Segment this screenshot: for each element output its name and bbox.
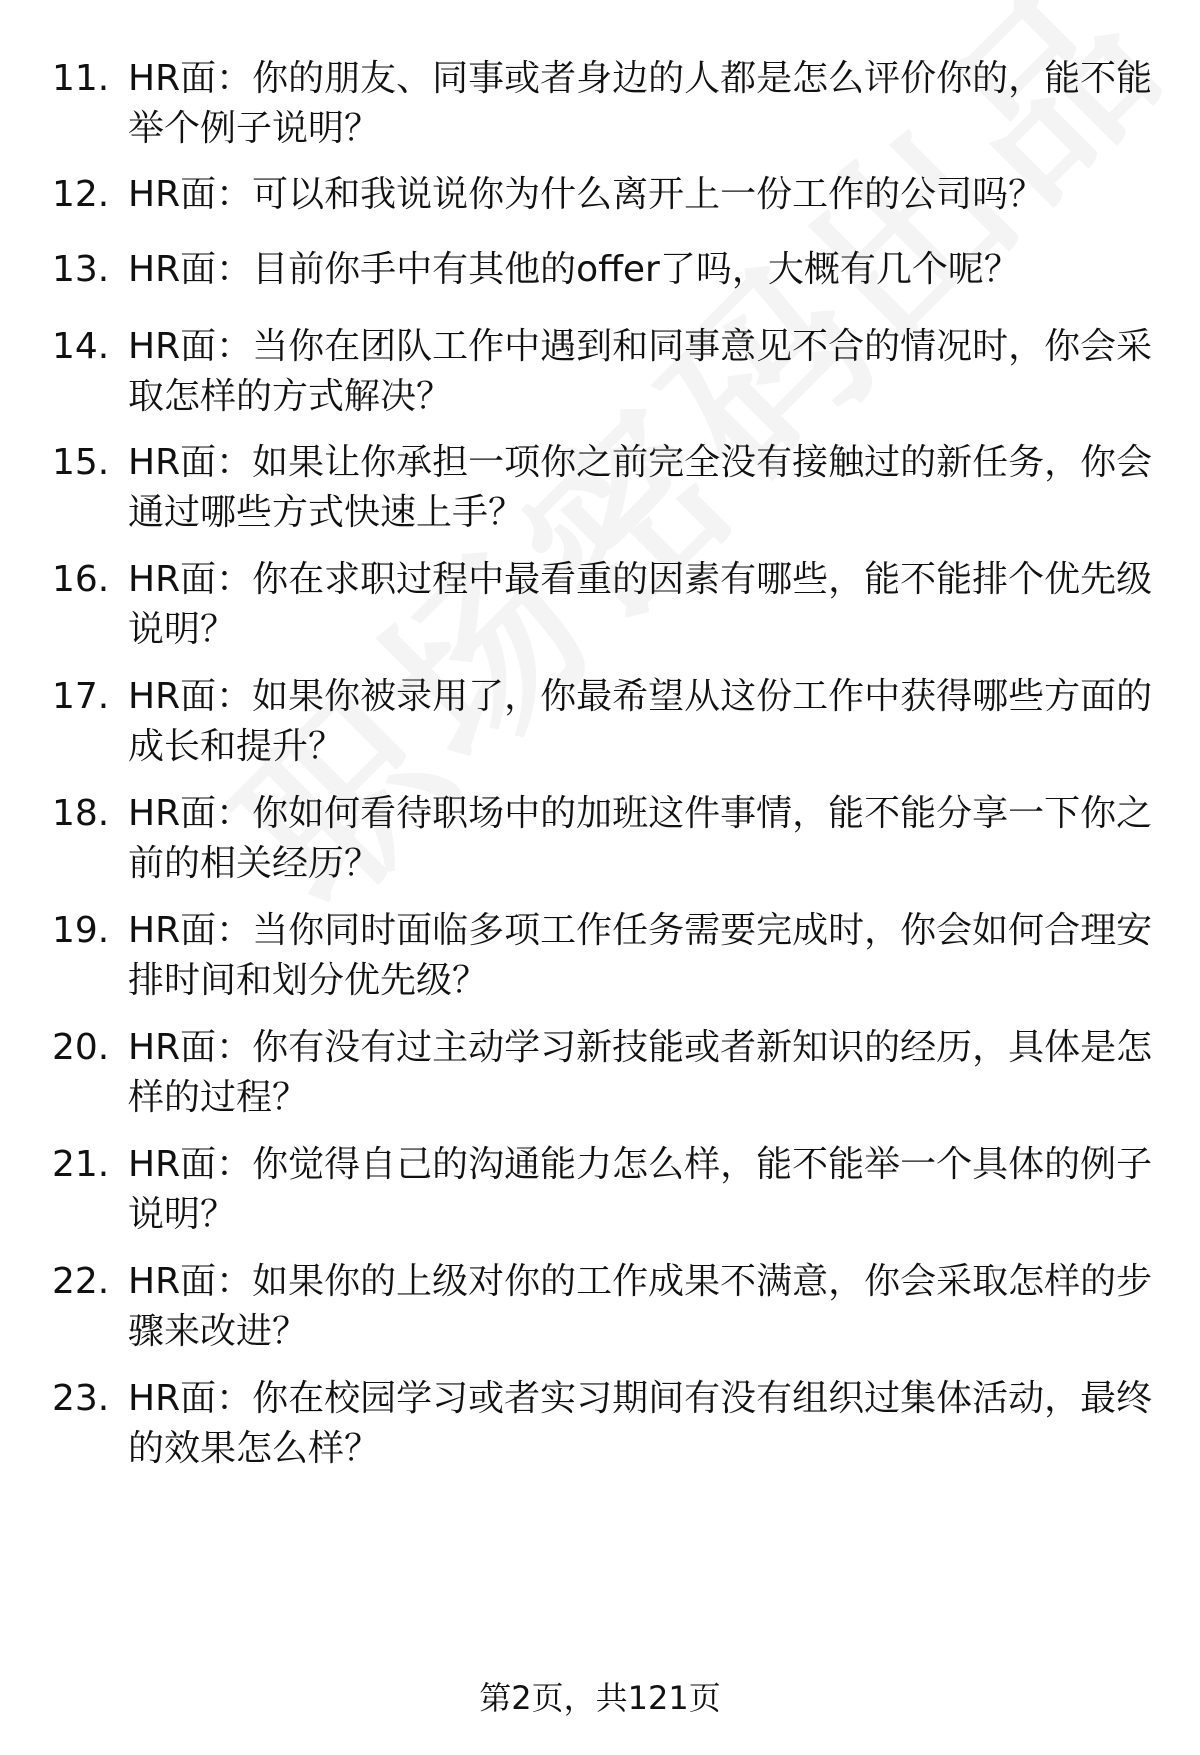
question-number: 13. xyxy=(52,249,110,290)
question-line: 前的相关经历？ xyxy=(128,843,381,884)
question-line: HR面：如果让你承担一项你之前完全没有接触过的新任务，你会 xyxy=(128,442,1153,483)
question-number: 11. xyxy=(52,58,110,99)
question-item xyxy=(0,672,1200,772)
question-item xyxy=(0,1374,1200,1474)
question-text xyxy=(128,438,1158,538)
question-text xyxy=(128,322,1158,422)
question-number: 18. xyxy=(52,793,110,834)
question-line: 取怎样的方式解决？ xyxy=(128,376,453,417)
question-text xyxy=(128,906,1158,1006)
question-line: 样的过程？ xyxy=(128,1077,309,1118)
question-line: HR面：你的朋友、同事或者身边的人都是怎么评价你的，能不能 xyxy=(128,58,1153,99)
question-item xyxy=(0,789,1200,889)
question-number: 14. xyxy=(52,326,110,367)
question-number: 20. xyxy=(52,1027,110,1068)
question-number: 17. xyxy=(52,676,110,717)
question-line: 举个例子说明？ xyxy=(128,108,381,149)
question-line: HR面：如果你被录用了，你最希望从这份工作中获得哪些方面的 xyxy=(128,676,1153,717)
question-line: 说明？ xyxy=(128,1194,237,1235)
question-number: 19. xyxy=(52,910,110,951)
question-line: HR面：你如何看待职场中的加班这件事情，能不能分享一下你之 xyxy=(128,793,1153,834)
question-line: HR面：你觉得自己的沟通能力怎么样，能不能举一个具体的例子 xyxy=(128,1144,1153,1185)
question-number: 21. xyxy=(52,1144,110,1185)
question-number: 15. xyxy=(52,442,110,483)
question-line: 的效果怎么样？ xyxy=(128,1428,381,1469)
question-line: 骤来改进？ xyxy=(128,1311,309,1352)
question-number: 23. xyxy=(52,1378,110,1419)
question-number: 12. xyxy=(52,174,110,215)
question-text xyxy=(128,1023,1158,1123)
question-text xyxy=(128,672,1158,772)
question-text xyxy=(128,1374,1158,1474)
question-item xyxy=(0,1023,1200,1123)
question-item xyxy=(0,438,1200,538)
question-line: HR面：可以和我说说你为什么离开上一份工作的公司吗？ xyxy=(128,174,1045,215)
question-text xyxy=(128,1140,1158,1240)
question-line: HR面：如果你的上级对你的工作成果不满意，你会采取怎样的步 xyxy=(128,1261,1153,1302)
question-line: HR面：目前你手中有其他的offer了吗，大概有几个呢？ xyxy=(128,249,1020,290)
question-item xyxy=(0,322,1200,422)
question-line: 成长和提升？ xyxy=(128,726,345,767)
question-item xyxy=(0,1140,1200,1240)
question-item xyxy=(0,906,1200,1006)
question-number: 16. xyxy=(52,559,110,600)
question-item xyxy=(0,54,1200,154)
question-item xyxy=(0,1257,1200,1357)
question-line: HR面：你在校园学习或者实习期间有没有组织过集体活动，最终 xyxy=(128,1378,1153,1419)
question-text xyxy=(128,789,1158,889)
question-text xyxy=(128,54,1158,154)
question-line: 通过哪些方式快速上手？ xyxy=(128,492,525,533)
page-number: 第2页，共121页 xyxy=(479,1679,721,1717)
question-text xyxy=(128,170,1158,220)
question-line: 排时间和划分优先级？ xyxy=(128,960,489,1001)
question-line: 说明？ xyxy=(128,609,237,650)
question-line: HR面：你有没有过主动学习新技能或者新知识的经历，具体是怎 xyxy=(128,1027,1153,1068)
question-line: HR面：你在求职过程中最看重的因素有哪些，能不能排个优先级 xyxy=(128,559,1153,600)
question-item xyxy=(0,555,1200,655)
question-text xyxy=(128,245,1158,295)
question-line: HR面：当你在团队工作中遇到和同事意见不合的情况时，你会采 xyxy=(128,326,1153,367)
question-number: 22. xyxy=(52,1261,110,1302)
question-text xyxy=(128,555,1158,655)
question-line: HR面：当你同时面临多项工作任务需要完成时，你会如何合理安 xyxy=(128,910,1153,951)
question-text xyxy=(128,1257,1158,1357)
